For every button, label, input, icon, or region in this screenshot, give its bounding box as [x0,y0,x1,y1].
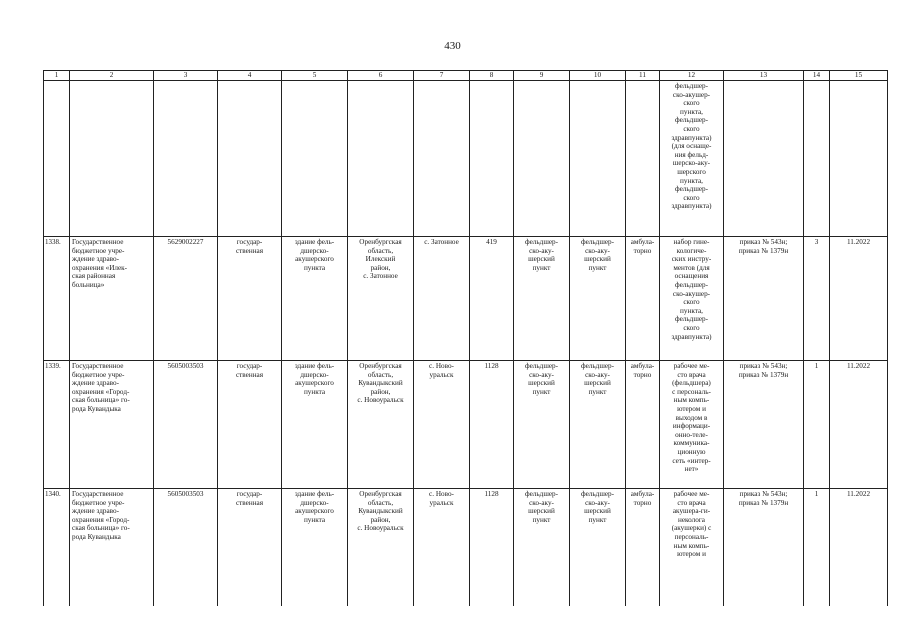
ownership-form: государ- ственная [218,361,282,489]
deadline: 11.2022 [830,237,888,361]
quantity: 3 [804,237,830,361]
subdivision-type [570,81,626,237]
care-conditions: амбула- торно [626,361,660,489]
col-header-10: 10 [570,71,626,81]
settlement: с. Ново- уральск [414,361,470,489]
table-row [44,237,888,361]
col-header-15: 15 [830,71,888,81]
subdivision-type: фельдшер- ско-аку- шерский пункт [570,361,626,489]
inn: 5605003503 [154,361,218,489]
col-header-14: 14 [804,71,830,81]
care-conditions: амбула- торно [626,237,660,361]
col-header-8: 8 [470,71,514,81]
institution-name: Государственное бюджетное учре- ждение здраво- охранения «Город- ская больница» го- рода Кувандыка [70,361,154,489]
regulation: приказ № 543н; приказ № 1379н [724,237,804,361]
row-number: 1340. [44,489,70,607]
regulation: приказ № 543н; приказ № 1379н [724,361,804,489]
unit-type: фельдшер- ско-аку- шерский пункт [514,361,570,489]
table-row-continuation [44,81,888,237]
table-row [44,489,888,607]
regulation: приказ № 543н; приказ № 1379н [724,489,804,607]
address [348,81,414,237]
population: 1128 [470,489,514,607]
quantity: 1 [804,489,830,607]
row-number [44,81,70,237]
equipment-name: рабочее ме- сто врача (фельдшера) с персональ- ным компь- ютером и выходом в информаци- онно-теле- коммуника- ционную сеть «интер- нет» [660,361,724,489]
address: Оренбургская область, Кувандыкский район, с. Новоуральск [348,361,414,489]
col-header-12: 12 [660,71,724,81]
page-number: 430 [444,40,461,52]
deadline [830,81,888,237]
col-header-2: 2 [70,71,154,81]
inn: 5605003503 [154,489,218,607]
inn: 5629002227 [154,237,218,361]
building-type: здание фель- дшерско- акушерского пункта [282,489,348,607]
ownership-form: государ- ственная [218,489,282,607]
subdivision-type: фельдшер- ско-аку- шерский пункт [570,237,626,361]
col-header-13: 13 [724,71,804,81]
col-header-5: 5 [282,71,348,81]
subdivision-type: фельдшер- ско-аку- шерский пункт [570,489,626,607]
building-type: здание фель- дшерско- акушерского пункта [282,361,348,489]
institution-name: Государственное бюджетное учре- ждение здраво- охранения «Город- ская больница» го- рода Кувандыка [70,489,154,607]
settlement: с. Ново- уральск [414,489,470,607]
inn [154,81,218,237]
settlement: с. Затонное [414,237,470,361]
population [470,81,514,237]
quantity: 1 [804,361,830,489]
care-conditions [626,81,660,237]
col-header-11: 11 [626,71,660,81]
col-header-7: 7 [414,71,470,81]
registry-table [43,70,888,606]
deadline: 11.2022 [830,361,888,489]
unit-type: фельдшер- ско-аку- шерский пункт [514,237,570,361]
equipment-name: набор гине- кологиче- ских инстру- ментов (для оснащения фельдшер- ско-акушер- ского пункта, фельдшер- ского здравпункта) [660,237,724,361]
col-header-6: 6 [348,71,414,81]
building-type: здание фель- дшерско- акушерского пункта [282,237,348,361]
population: 1128 [470,361,514,489]
ownership-form [218,81,282,237]
institution-name [70,81,154,237]
header-row [44,71,888,81]
col-header-3: 3 [154,71,218,81]
regulation [724,81,804,237]
deadline: 11.2022 [830,489,888,607]
unit-type: фельдшер- ско-аку- шерский пункт [514,489,570,607]
ownership-form: государ- ственная [218,237,282,361]
unit-type [514,81,570,237]
row-number: 1339. [44,361,70,489]
institution-name: Государственное бюджетное учре- ждение здраво- охранения «Илек- ская районная больница» [70,237,154,361]
equipment-name: фельдшер- ско-акушер- ского пункта, фельдшер- ского здравпункта) (для оснаще- ния фельд- шерско-аку- шерского пункта, фельдшер- ского здравпункта) [660,81,724,237]
address: Оренбургская область, Кувандыкский район, с. Новоуральск [348,489,414,607]
table-row [44,361,888,489]
row-number: 1338. [44,237,70,361]
col-header-9: 9 [514,71,570,81]
col-header-4: 4 [218,71,282,81]
col-header-1: 1 [44,71,70,81]
equipment-name: рабочее ме- сто врача акушера-ги- неколога (акушерки) с персональ- ным компь- ютером и [660,489,724,607]
quantity [804,81,830,237]
building-type [282,81,348,237]
address: Оренбургская область, Илекский район, с. Затонное [348,237,414,361]
settlement [414,81,470,237]
population: 419 [470,237,514,361]
care-conditions: амбула- торно [626,489,660,607]
